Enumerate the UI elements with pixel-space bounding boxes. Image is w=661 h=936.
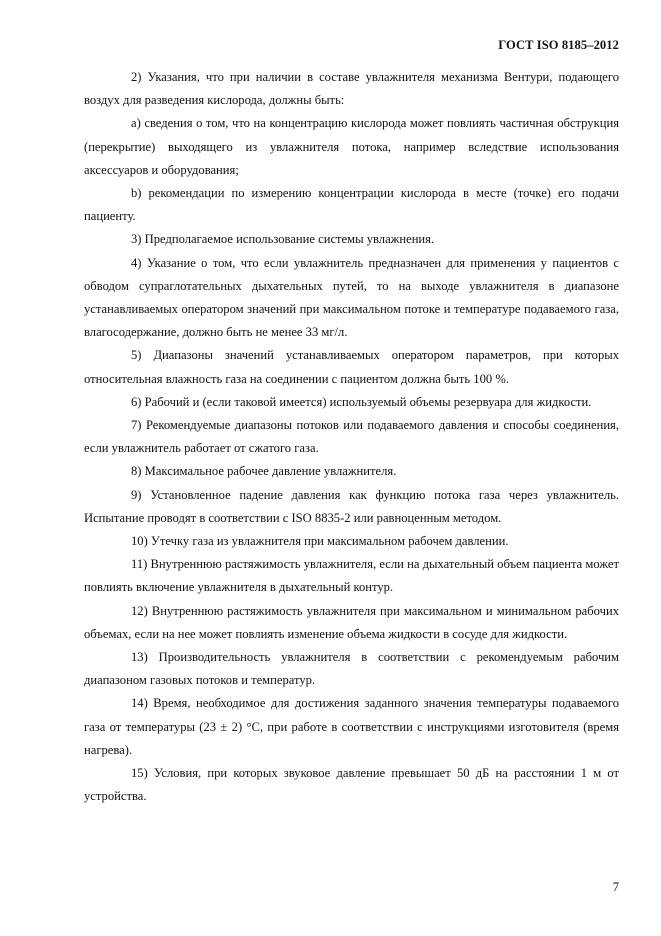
document-body — [84, 66, 619, 809]
paragraph-item-4: 4) Указание о том, что если увлажнитель предназначен для применения у пациентов с обводом супраглотательных дыхательных путей, то на выходе увлажнителя в диапазоне устанавливаемых оператором значений при максимальном потоке и температуре подаваемого газа, влагосодержание, должно быть не менее 33 мг/л. — [84, 255, 619, 340]
paragraph-item-2a: а) сведения о том, что на концентрацию кислорода может повлиять частичная обструкция (перекрытие) выходящего из увлажнителя потока, например вследствие использования аксессуаров и оборудования; — [84, 116, 619, 177]
paragraph-item-6: 6) Рабочий и (если таковой имеется) используемый объемы резервуара для жидкости. — [131, 394, 592, 409]
paragraph-item-5: 5) Диапазоны значений устанавливаемых оператором параметров, при которых относительная влажность газа на соединении с пациентом должна быть 100 %. — [84, 348, 619, 386]
paragraph-item-8: 8) Максимальное рабочее давление увлажнителя. — [131, 464, 397, 479]
paragraph-item-10: 10) Утечку газа из увлажнителя при максимальном рабочем давлении. — [131, 534, 509, 549]
paragraph-item-2b: b) рекомендации по измерению концентрации кислорода в месте (точке) его подачи пациенту. — [84, 186, 619, 224]
paragraph-item-14: 14) Время, необходимое для достижения заданного значения температуры подаваемого газа от температуры (23 ± 2) °С, при работе в соответствии с инструкциями изготовителя (время нагрева). — [84, 696, 619, 757]
document-code-header: ГОСТ ISO 8185–2012 — [498, 38, 619, 52]
paragraph-item-12: 12) Внутреннюю растяжимость увлажнителя при максимальном и минимальном рабочих объемах, если на нее может повлиять изменение объема жидкости в сосуде для жидкости. — [84, 603, 619, 641]
page-number: 7 — [612, 880, 619, 894]
paragraph-item-2: 2) Указания, что при наличии в составе увлажнителя механизма Вентури, подающего воздух для разведения кислорода, должны быть: — [84, 70, 619, 108]
paragraph-item-9: 9) Установленное падение давления как функцию потока газа через увлажнитель. Испытание проводят в соответствии с ISO 8835-2 или равноценным методом. — [84, 487, 619, 525]
paragraph-item-15: 15) Условия, при которых звуковое давление превышает 50 дБ на расстоянии 1 м от устройства. — [84, 766, 619, 804]
paragraph-item-13: 13) Производительность увлажнителя в соответствии с рекомендуемым рабочим диапазоном газовых потоков и температур. — [84, 650, 619, 688]
paragraph-item-7: 7) Рекомендуемые диапазоны потоков или подаваемого давления и способы соединения, если увлажнитель работает от сжатого газа. — [84, 418, 619, 456]
paragraph-item-3: 3) Предполагаемое использование системы увлажнения. — [131, 232, 435, 247]
paragraph-item-11: 11) Внутреннюю растяжимость увлажнителя, если на дыхательный объем пациента может повлиять включение увлажнителя в дыхательный контур. — [84, 557, 619, 595]
